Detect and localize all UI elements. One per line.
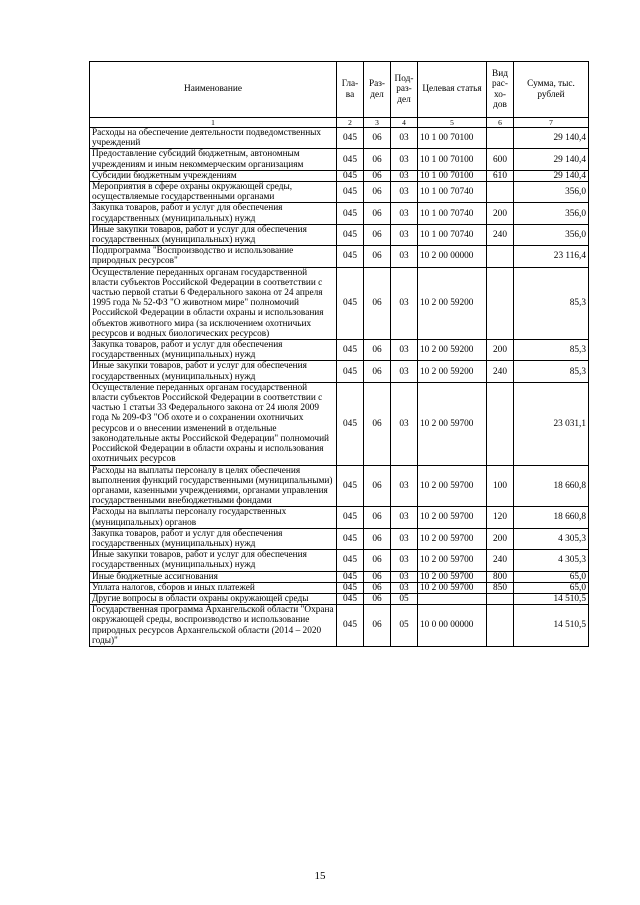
table-row [90,128,589,149]
cell-glava: 045 [337,182,364,203]
cell-razdel: 06 [364,593,391,604]
cell-glava: 045 [337,361,364,382]
column-number: 2 [337,118,364,128]
cell-name: Субсидии бюджетным учреждениям [90,170,337,181]
cell-razdel: 06 [364,340,391,361]
cell-razdel: 06 [364,170,391,181]
cell-sum: 14 510,5 [514,605,589,647]
cell-sum: 356,0 [514,182,589,203]
header-target: Целевая статья [418,62,487,118]
cell-vid: 120 [487,507,514,528]
cell-sum: 85,3 [514,340,589,361]
cell-glava: 045 [337,528,364,549]
cell-target: 10 2 00 59700 [418,382,487,465]
header-podrazdel: Под-раз-дел [391,62,418,118]
cell-target: 10 2 00 59700 [418,465,487,507]
cell-vid [487,382,514,465]
cell-razdel: 06 [364,267,391,339]
cell-podrazdel: 03 [391,571,418,582]
table-row [90,465,589,507]
cell-target: 10 2 00 00000 [418,246,487,267]
cell-sum: 85,3 [514,361,589,382]
cell-vid [487,128,514,149]
cell-podrazdel: 03 [391,203,418,224]
cell-razdel: 06 [364,528,391,549]
cell-glava: 045 [337,224,364,245]
table-row [90,149,589,170]
cell-sum: 356,0 [514,224,589,245]
cell-glava: 045 [337,582,364,593]
cell-podrazdel: 03 [391,465,418,507]
cell-glava: 045 [337,267,364,339]
cell-podrazdel: 03 [391,224,418,245]
cell-podrazdel: 03 [391,149,418,170]
cell-name: Государственная программа Архангельской области "Охрана окружающей среды, воспроизводство и использование природных ресурсов Архангельской области (2014 – 2020 годы)" [90,605,337,647]
cell-target: 10 1 00 70740 [418,224,487,245]
cell-glava: 045 [337,605,364,647]
cell-podrazdel: 03 [391,582,418,593]
table-row [90,203,589,224]
table-row [90,528,589,549]
cell-name: Осуществление переданных органам государственной власти субъектов Российской Федерации в соответствии с частью первой статьи 6 Федерального закона от 24 апреля 1995 года № 52-ФЗ "О животном мире" полномочий Российской Федерации в области охраны и использования объектов животного мира (за исключением охотничьих ресурсов и водных биологических ресурсов) [90,267,337,339]
cell-vid [487,267,514,339]
cell-razdel: 06 [364,224,391,245]
cell-podrazdel: 03 [391,246,418,267]
cell-sum: 14 510,5 [514,593,589,604]
cell-podrazdel: 03 [391,382,418,465]
cell-razdel: 06 [364,582,391,593]
cell-vid: 200 [487,340,514,361]
cell-razdel: 06 [364,149,391,170]
header-vid: Вид рас-хо-дов [487,62,514,118]
cell-target: 10 2 00 59700 [418,550,487,571]
cell-vid: 240 [487,361,514,382]
cell-vid: 100 [487,465,514,507]
cell-glava: 045 [337,246,364,267]
cell-name: Закупка товаров, работ и услуг для обеспечения государственных (муниципальных) нужд [90,528,337,549]
cell-name: Иные бюджетные ассигнования [90,571,337,582]
table-row [90,170,589,181]
table-row [90,605,589,647]
cell-vid: 600 [487,149,514,170]
cell-sum: 65,0 [514,582,589,593]
column-number: 3 [364,118,391,128]
cell-vid: 610 [487,170,514,181]
cell-vid [487,246,514,267]
table-row [90,340,589,361]
cell-razdel: 06 [364,128,391,149]
cell-target: 10 1 00 70100 [418,170,487,181]
cell-glava: 045 [337,571,364,582]
table-row [90,382,589,465]
table-header-row [90,62,589,118]
cell-sum: 65,0 [514,571,589,582]
cell-target [418,593,487,604]
cell-glava: 045 [337,203,364,224]
cell-name: Закупка товаров, работ и услуг для обеспечения государственных (муниципальных) нужд [90,203,337,224]
cell-name: Подпрограмма "Воспроизводство и использование природных ресурсов" [90,246,337,267]
header-razdel: Раз-дел [364,62,391,118]
cell-target: 10 2 00 59200 [418,340,487,361]
cell-podrazdel: 03 [391,550,418,571]
cell-podrazdel: 03 [391,170,418,181]
cell-sum: 4 305,3 [514,528,589,549]
cell-name: Иные закупки товаров, работ и услуг для обеспечения государственных (муниципальных) нужд [90,224,337,245]
cell-vid: 240 [487,224,514,245]
cell-name: Иные закупки товаров, работ и услуг для обеспечения государственных (муниципальных) нужд [90,361,337,382]
cell-name: Осуществление переданных органам государственной власти субъектов Российской Федерации в соответствии с частью 1 статьи 33 Федерального закона от 24 июля 2009 года № 209-ФЗ "Об охоте и о сохранении охотничьих ресурсов и о внесении изменений в отдельные законодательные акты Российской Федерации" полномочий Российской Федерации в области охраны и использования охотничьих ресурсов [90,382,337,465]
cell-target: 10 2 00 59700 [418,582,487,593]
header-sum: Сумма, тыс. рублей [514,62,589,118]
cell-target: 10 1 00 70740 [418,203,487,224]
cell-name: Расходы на обеспечение деятельности подведомственных учреждений [90,128,337,149]
cell-name: Расходы на выплаты персоналу государственных (муниципальных) органов [90,507,337,528]
cell-target: 10 2 00 59700 [418,507,487,528]
cell-razdel: 06 [364,361,391,382]
cell-podrazdel: 03 [391,528,418,549]
column-number: 4 [391,118,418,128]
cell-razdel: 06 [364,246,391,267]
column-number: 6 [487,118,514,128]
cell-podrazdel: 03 [391,182,418,203]
cell-podrazdel: 03 [391,128,418,149]
header-glava: Гла-ва [337,62,364,118]
cell-podrazdel: 03 [391,507,418,528]
cell-razdel: 06 [364,382,391,465]
cell-glava: 045 [337,128,364,149]
cell-podrazdel: 05 [391,593,418,604]
cell-podrazdel: 03 [391,361,418,382]
cell-target: 10 1 00 70740 [418,182,487,203]
table-row [90,507,589,528]
cell-name: Иные закупки товаров, работ и услуг для обеспечения государственных (муниципальных) нужд [90,550,337,571]
cell-razdel: 06 [364,507,391,528]
cell-sum: 29 140,4 [514,149,589,170]
cell-vid: 850 [487,582,514,593]
cell-target: 10 2 00 59200 [418,361,487,382]
cell-razdel: 06 [364,550,391,571]
cell-razdel: 06 [364,182,391,203]
cell-glava: 045 [337,170,364,181]
cell-sum: 18 660,8 [514,507,589,528]
table-body [90,128,589,647]
cell-podrazdel: 03 [391,267,418,339]
cell-sum: 29 140,4 [514,170,589,181]
cell-glava: 045 [337,593,364,604]
cell-target: 10 1 00 70100 [418,149,487,170]
cell-sum: 356,0 [514,203,589,224]
cell-sum: 4 305,3 [514,550,589,571]
cell-name: Закупка товаров, работ и услуг для обеспечения государственных (муниципальных) нужд [90,340,337,361]
header-name: Наименование [90,62,337,118]
cell-vid: 240 [487,550,514,571]
cell-glava: 045 [337,550,364,571]
cell-vid [487,605,514,647]
cell-glava: 045 [337,465,364,507]
cell-name: Уплата налогов, сборов и иных платежей [90,582,337,593]
column-number: 1 [90,118,337,128]
cell-razdel: 06 [364,465,391,507]
cell-sum: 29 140,4 [514,128,589,149]
cell-razdel: 06 [364,605,391,647]
cell-glava: 045 [337,382,364,465]
cell-glava: 045 [337,149,364,170]
cell-podrazdel: 05 [391,605,418,647]
cell-target: 10 2 00 59700 [418,571,487,582]
page-number: 15 [314,870,326,882]
cell-razdel: 06 [364,571,391,582]
column-number: 5 [418,118,487,128]
table-row [90,593,589,604]
cell-sum: 23 031,1 [514,382,589,465]
cell-glava: 045 [337,507,364,528]
cell-name: Расходы на выплаты персоналу в целях обеспечения выполнения функций государственными (муниципальными) органами, казенными учреждениями, органами управления государственными внебюджетными фондами [90,465,337,507]
cell-target: 10 2 00 59200 [418,267,487,339]
column-number-row [90,118,589,128]
cell-sum: 85,3 [514,267,589,339]
cell-target: 10 1 00 70100 [418,128,487,149]
column-number: 7 [514,118,589,128]
cell-target: 10 2 00 59700 [418,528,487,549]
cell-name: Мероприятия в сфере охраны окружающей среды, осуществляемые государственными органами [90,182,337,203]
cell-podrazdel: 03 [391,340,418,361]
table-row [90,550,589,571]
budget-table [89,61,589,647]
table-row [90,571,589,582]
cell-name: Другие вопросы в области охраны окружающей среды [90,593,337,604]
cell-name: Предоставление субсидий бюджетным, автономным учреждениям и иным некоммерческим организациям [90,149,337,170]
cell-vid [487,593,514,604]
table-row [90,582,589,593]
table-row [90,224,589,245]
table-row [90,267,589,339]
cell-glava: 045 [337,340,364,361]
cell-sum: 23 116,4 [514,246,589,267]
cell-vid: 800 [487,571,514,582]
table-row [90,182,589,203]
cell-vid [487,182,514,203]
cell-vid: 200 [487,203,514,224]
cell-sum: 18 660,8 [514,465,589,507]
table-row [90,246,589,267]
cell-vid: 200 [487,528,514,549]
table-row [90,361,589,382]
cell-razdel: 06 [364,203,391,224]
cell-target: 10 0 00 00000 [418,605,487,647]
